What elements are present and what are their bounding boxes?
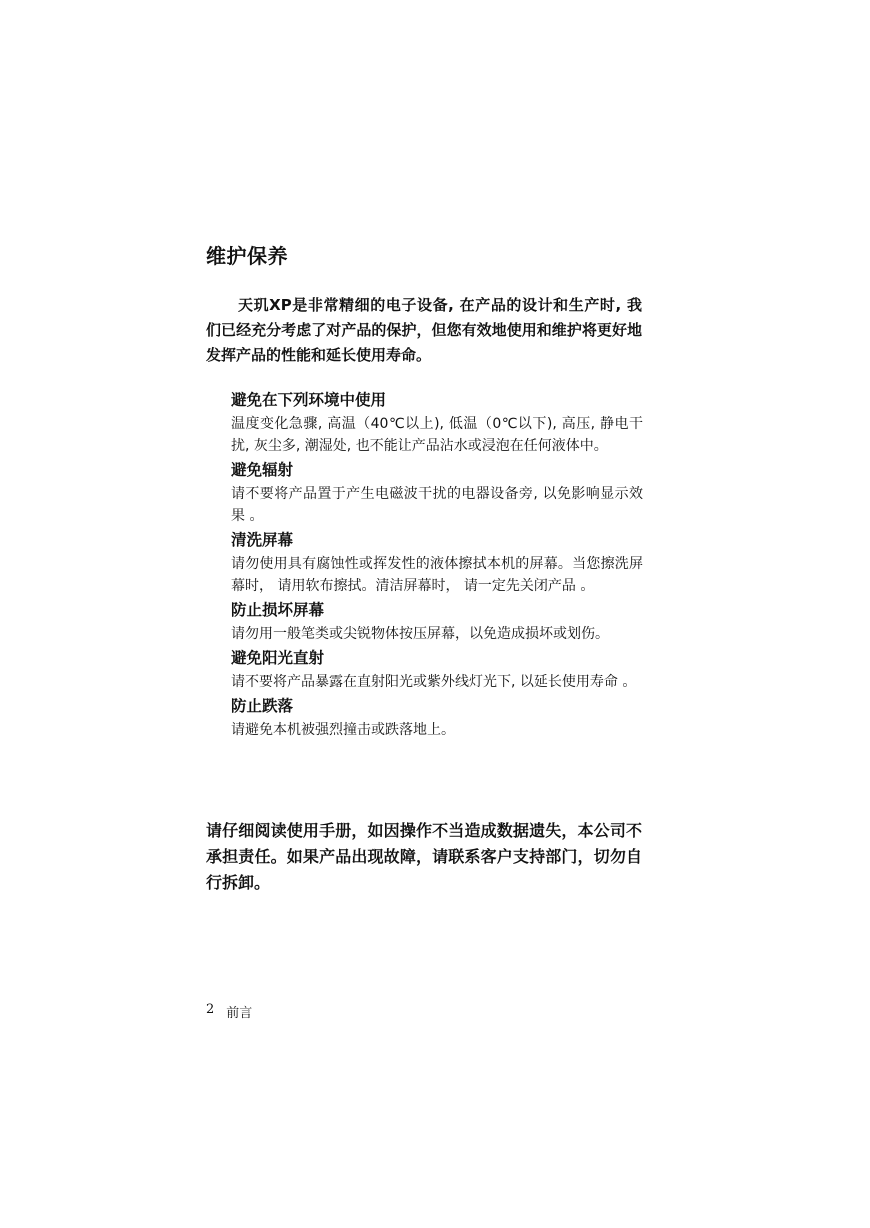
section-sunlight xyxy=(231,647,643,693)
section-drop xyxy=(231,695,643,741)
maintenance-sections xyxy=(231,389,643,743)
page-title: 维护保养 xyxy=(206,244,288,268)
page-number: 2 xyxy=(206,1002,215,1017)
section-body: 温度变化急骤, 高温（40℃以上), 低温（0℃以下), 高压, 静电干扰, 灰尘多, 潮湿处, 也不能让产品沾水或浸泡在任何液体中。 xyxy=(231,416,643,454)
section-body: 请勿使用具有腐蚀性或挥发性的液体擦拭本机的屏幕。当您擦洗屏幕时， 请用软布擦拭。清洁屏幕时， 请一定先关闭产品 。 xyxy=(231,556,643,594)
intro-paragraph: 天玑XP是非常精细的电子设备, 在产品的设计和生产时, 我们已经充分考虑了对产品的保护，但您有效地使用和维护将更好地发挥产品的性能和延长使用寿命。 xyxy=(206,296,642,364)
section-radiation xyxy=(231,459,643,527)
section-body: 请不要将产品暴露在直射阳光或紫外线灯光下, 以延长使用寿命 。 xyxy=(231,674,637,690)
page-footer xyxy=(206,1002,252,1021)
section-heading: 避免阳光直射 xyxy=(231,649,325,667)
section-body: 请不要将产品置于产生电磁波干扰的电器设备旁, 以免影响显示效果 。 xyxy=(231,486,643,524)
footer-section-name: 前言 xyxy=(226,1006,253,1021)
disclaimer-notice: 请仔细阅读使用手册，如因操作不当造成数据遗失，本公司不承担责任。如果产品出现故障，请联系客户支持部门，切勿自行拆卸。 xyxy=(206,821,642,892)
section-heading: 防止损坏屏幕 xyxy=(231,601,325,619)
section-environment xyxy=(231,389,643,457)
section-screen-cleaning xyxy=(231,529,643,597)
section-heading: 防止跌落 xyxy=(231,697,294,715)
section-body: 请勿用一般笔类或尖锐物体按压屏幕，以免造成损坏或划伤。 xyxy=(231,626,609,642)
section-heading: 避免辐射 xyxy=(231,461,294,479)
section-heading: 避免在下列环境中使用 xyxy=(231,391,387,409)
section-screen-damage xyxy=(231,599,643,645)
section-body: 请避免本机被强烈撞击或跌落地上。 xyxy=(231,722,455,738)
section-heading: 清洗屏幕 xyxy=(231,531,294,549)
